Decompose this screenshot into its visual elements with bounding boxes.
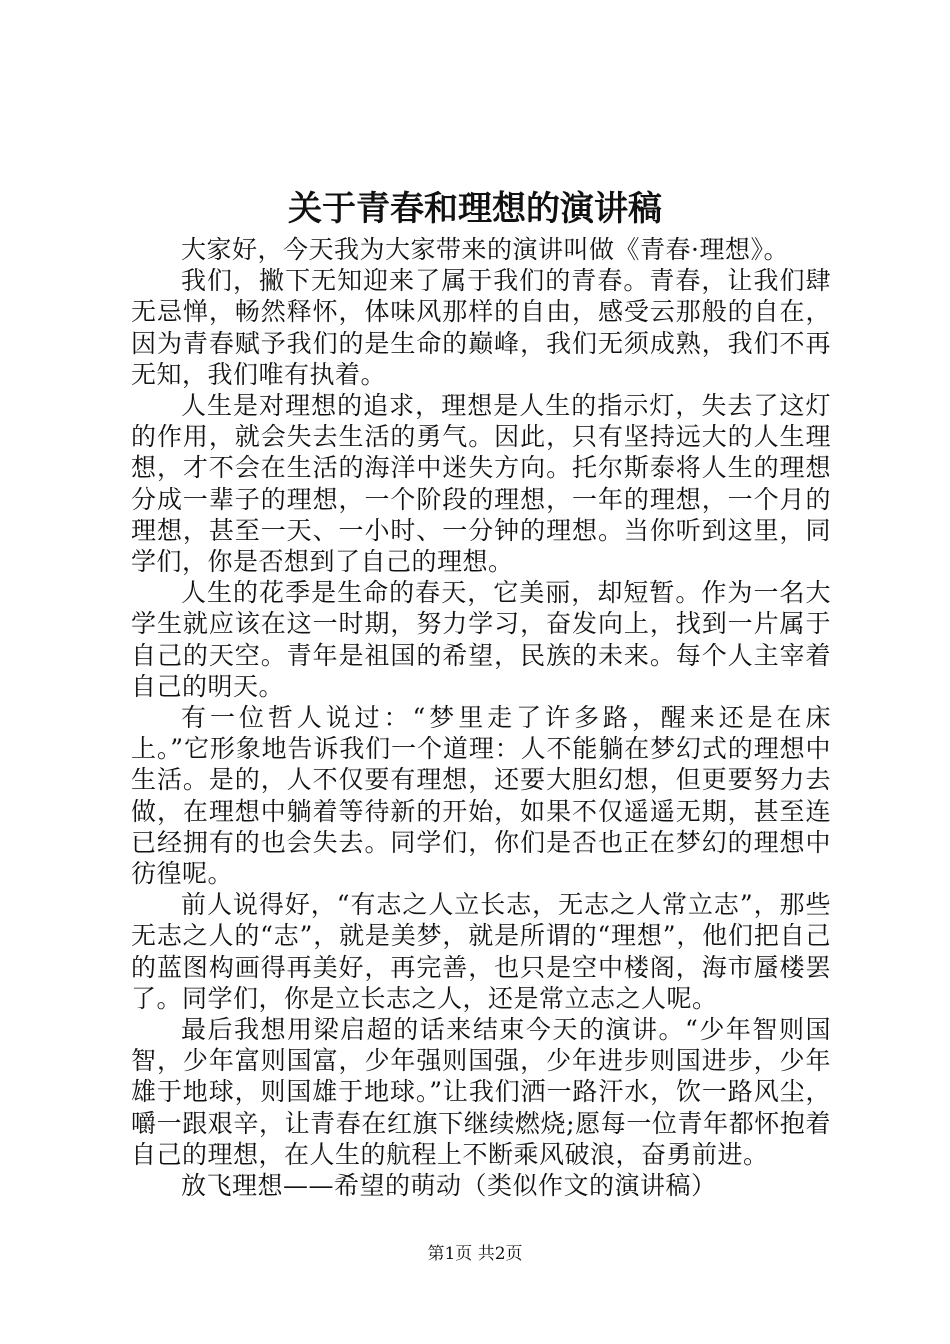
paragraph-next-title: 放飞理想——希望的萌动（类似作文的演讲稿） — [181, 1171, 717, 1201]
paragraph-ambition: 前人说得好，“有志之人立长志，无志之人常立志”，那些无志之人的“志”，就是美梦，就是所谓的“理想”，他们把自己的蓝图构画得再美好，再完善，也只是空中楼阁，海市蜃楼罢了。同学们，你是立长志之人，还是常立志之人呢。 — [131, 890, 831, 1013]
page-footer: 第1页 共2页 — [427, 1244, 523, 1264]
paragraph-spring: 人生的花季是生命的春天，它美丽，却短暂。作为一名大学生就应该在这一时期，努力学习，奋发向上，找到一片属于自己的天空。青年是祖国的希望，民族的未来。每个人主宰着自己的明天。 — [131, 578, 831, 701]
paragraph-youth: 我们，撇下无知迎来了属于我们的青春。青春，让我们肆无忌惮，畅然释怀，体味风那样的自由，感受云那般的自在，因为青春赋予我们的是生命的巅峰，我们无须成熟，我们不再无知，我们唯有执着。 — [131, 266, 831, 389]
paragraph-conclusion: 最后我想用梁启超的话来结束今天的演讲。“少年智则国智，少年富则国富，少年强则国强，少年进步则国进步，少年雄于地球，则国雄于地球。”让我们洒一路汗水，饮一路风尘，嚼一跟艰辛，让青春在红旗下继续燃烧;愿每一位青年都怀抱着自己的理想，在人生的航程上不断乘风破浪，奋勇前进。 — [131, 1015, 831, 1169]
document-body — [131, 234, 831, 1201]
paragraph-ideal: 人生是对理想的追求，理想是人生的指示灯，失去了这灯的作用，就会失去生活的勇气。因此，只有坚持远大的人生理想，才不会在生活的海洋中迷失方向。托尔斯泰将人生的理想分成一辈子的理想，一个阶段的理想，一年的理想，一个月的理想，甚至一天、一小时、一分钟的理想。当你听到这里，同学们，你是否想到了自己的理想。 — [131, 391, 831, 577]
page-title: 关于青春和理想的演讲稿 — [288, 189, 662, 229]
paragraph-philosopher: 有一位哲人说过：“梦里走了许多路，醒来还是在床上。”它形象地告诉我们一个道理：人不能躺在梦幻式的理想中生活。是的，人不仅要有理想，还要大胆幻想，但更要努力去做，在理想中躺着等待新的开始，如果不仅遥遥无期，甚至连已经拥有的也会失去。同学们，你们是否也正在梦幻的理想中彷徨呢。 — [131, 703, 831, 889]
paragraph-greeting: 大家好，今天我为大家带来的演讲叫做《青春·理想》。 — [181, 235, 789, 264]
